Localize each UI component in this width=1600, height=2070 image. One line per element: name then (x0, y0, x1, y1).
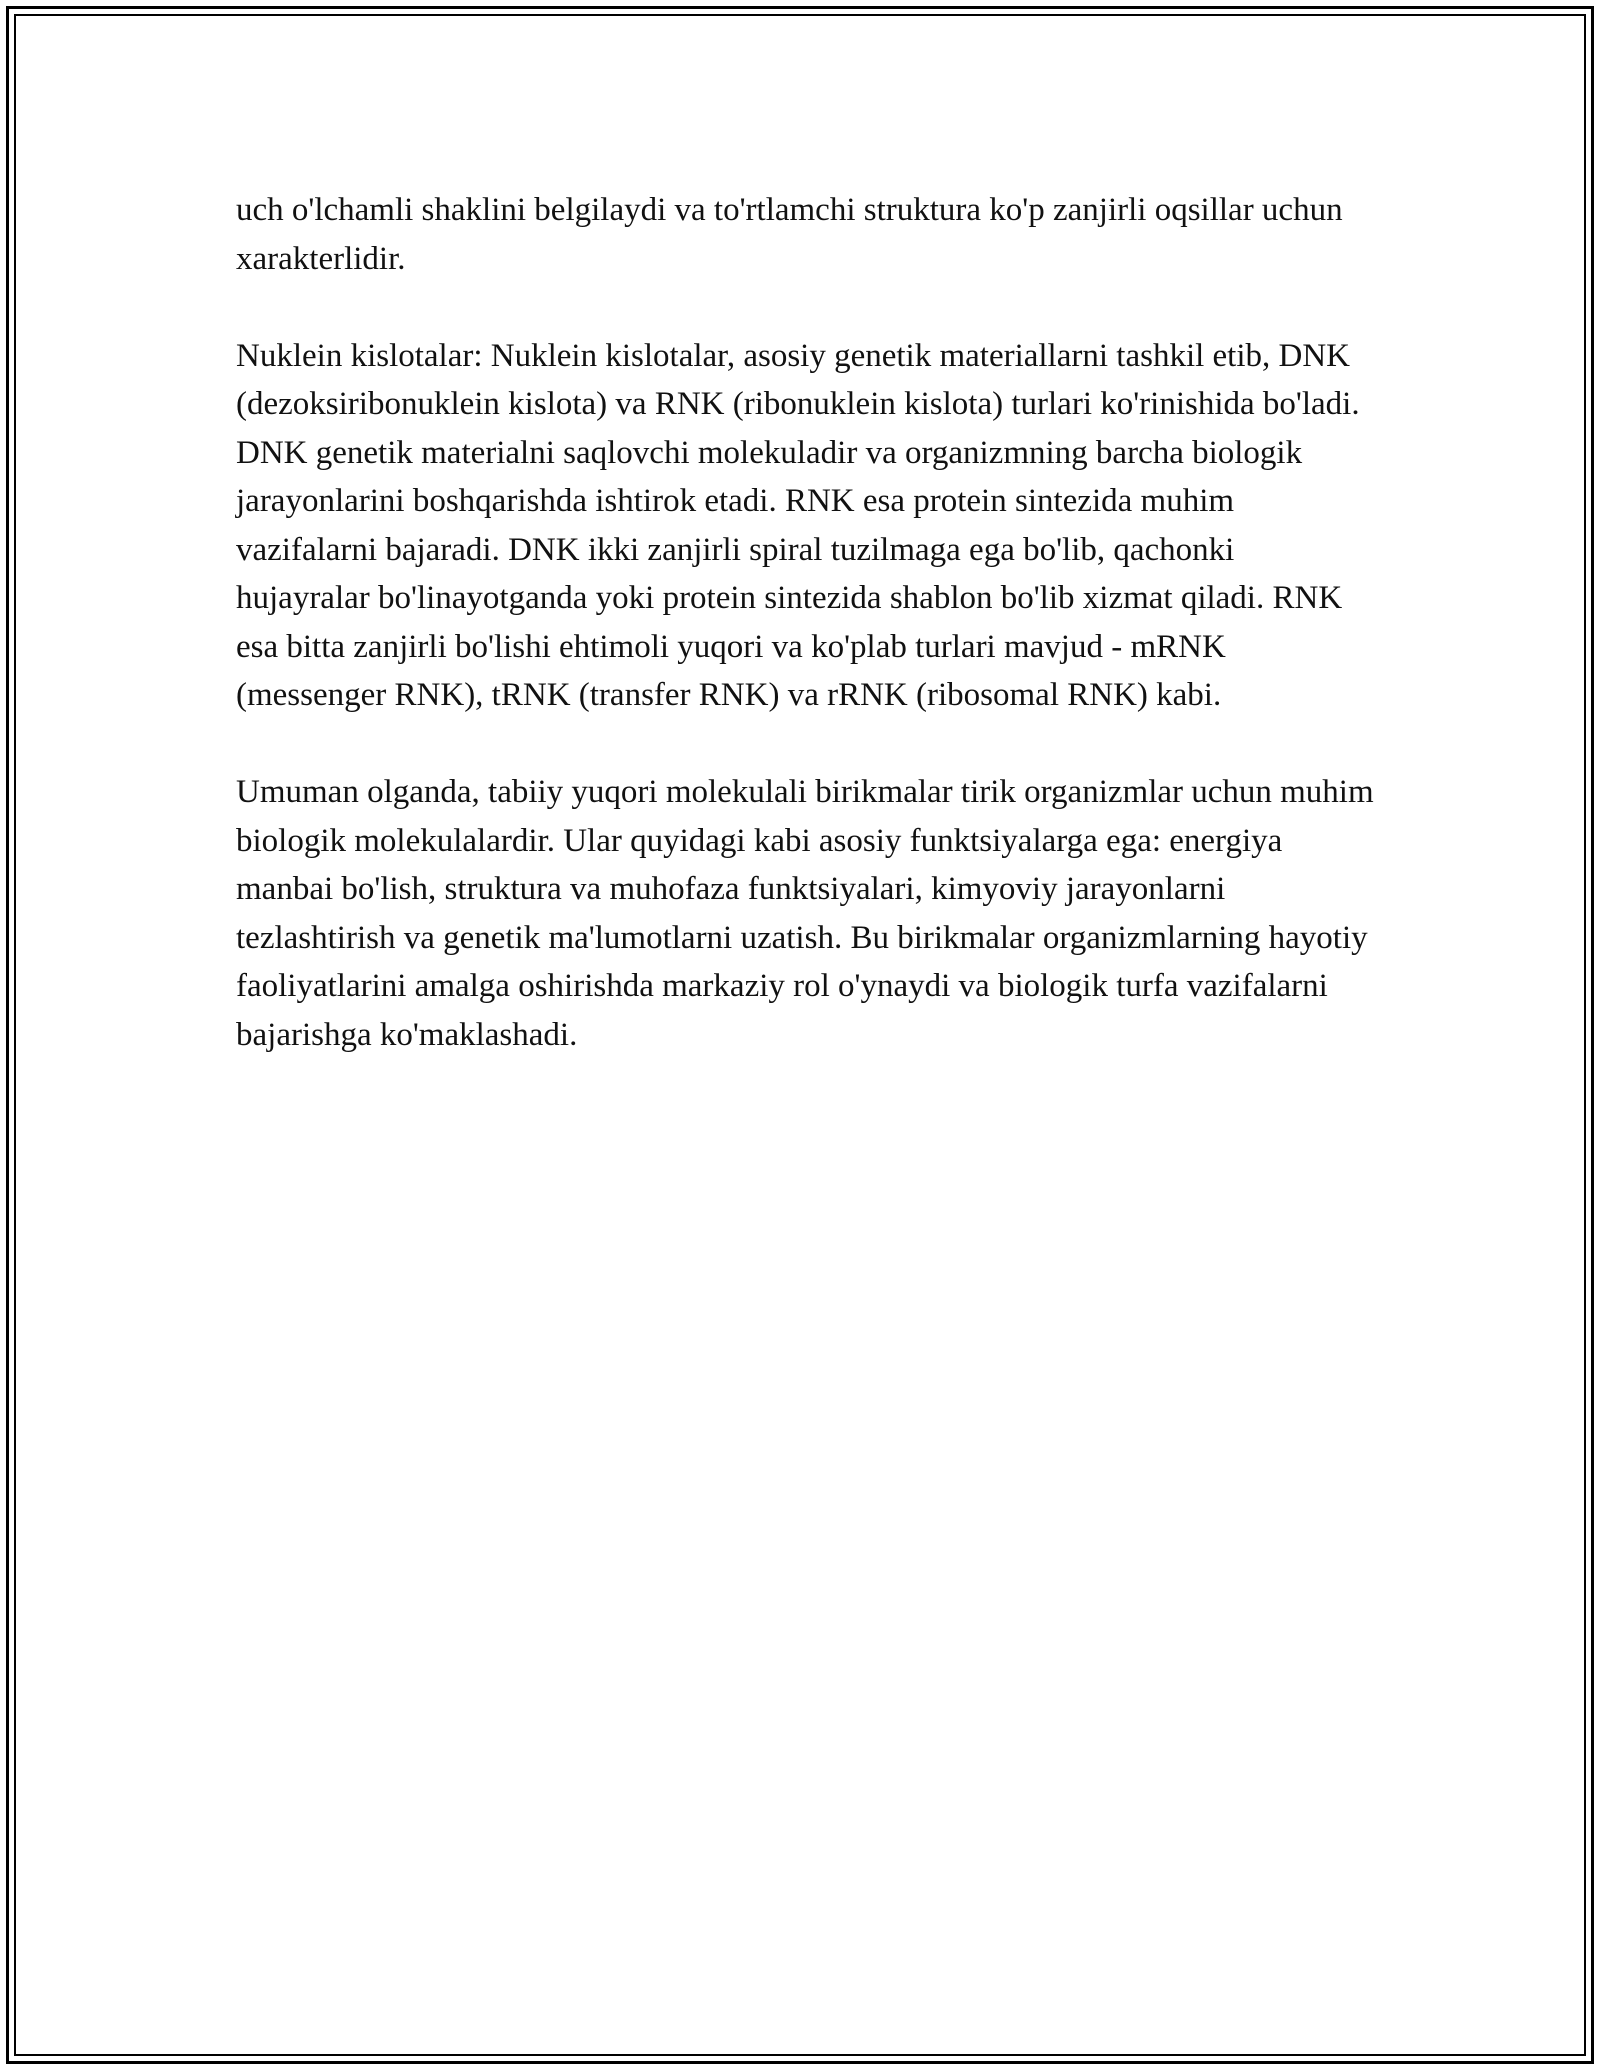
paragraph-nucleic-acids: Nuklein kislotalar: Nuklein kislotalar, asosiy genetik materiallarni tashkil etib, DNK (dezoksiribonuklein kislota) va RNK (ribonuklein kislota) turlari ko'rinishida bo'ladi. DNK genetik materialni saqlovchi molekuladir va organizmning barcha biologik jarayonlarini boshqarishda ishtirok etadi. RNK esa protein sintezida muhim vazifalarni bajaradi. DNK ikki zanjirli spiral tuzilmaga ega bo'lib, qachonki hujayralar bo'linayotganda yoki protein sintezida shablon bo'lib xizmat qiladi. RNK esa bitta zanjirli bo'lishi ehtimoli yuqori va ko'plab turlari mavjud - mRNK (messenger RNK), tRNK (transfer RNK) va rRNK (ribosomal RNK) kabi. (236, 337, 1360, 713)
paragraph-summary: Umuman olganda, tabiiy yuqori molekulali birikmalar tirik organizmlar uchun muhim biologik molekulalardir. Ular quyidagi kabi asosiy funktsiyalarga ega: energiya manbai bo'lish, struktura va muhofaza funktsiyalari, kimyoviy jarayonlarni tezlashtirish va genetik ma'lumotlarni uzatish. Bu birikmalar organizmlarning hayotiy faoliyatlarini amalga oshirishda markaziy rol o'ynaydi va biologik turfa vazifalarni bajarishga ko'maklashadi. (236, 774, 1374, 1053)
paragraph-protein-structure: uch o'lchamli shaklini belgilaydi va to'rtlamchi struktura ko'p zanjirli oqsillar uchun xarakterlidir. (236, 192, 1343, 277)
document-body (236, 186, 1376, 1108)
